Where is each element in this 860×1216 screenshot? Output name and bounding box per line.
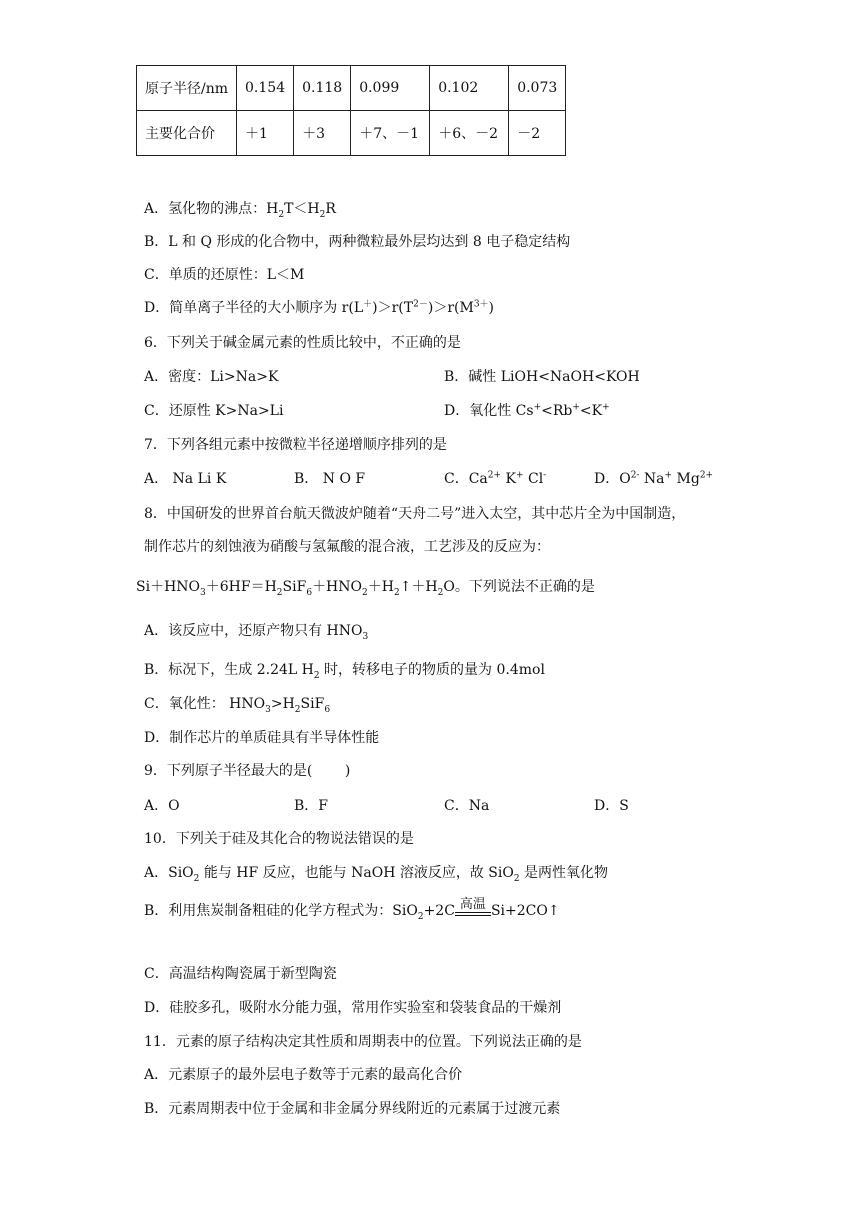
option-text: T＜H: [284, 201, 320, 217]
option-text: B．标况下，生成 2.24L H: [144, 662, 314, 678]
option-text: C．氧化性： HNO: [144, 696, 266, 712]
option-text: 是两性氧化物: [519, 865, 609, 881]
q9-option-c: C．Na: [444, 798, 490, 814]
option-text: SiF: [300, 696, 325, 712]
table-cell: ＋1: [237, 111, 294, 156]
subscript: 2: [417, 911, 424, 922]
q6-stem: 6．下列关于碱金属元素的性质比较中，不正确的是: [144, 335, 461, 351]
option-text: B．利用焦炭制备粗硅的化学方程式为：SiO: [144, 903, 418, 919]
equation-text: O: [443, 579, 455, 595]
option-text: >H: [270, 696, 295, 712]
q9-stem: 9．下列原子半径最大的是( ): [144, 763, 351, 779]
table-cell: 0.154: [237, 66, 294, 111]
option-text: <Rb: [541, 403, 573, 419]
q5-option-c: C．单质的还原性：L＜M: [144, 267, 305, 283]
option-text: R: [325, 201, 336, 217]
element-table: [136, 65, 566, 156]
subscript: 2: [294, 704, 301, 715]
superscript: +: [602, 402, 610, 413]
superscript: 3＋: [473, 299, 489, 310]
q6-option-c: C．还原性 K>Na>Li: [144, 403, 284, 419]
q8-option-d: D．制作芯片的单质硅具有半导体性能: [144, 730, 380, 746]
option-text: Na: [639, 471, 665, 487]
table-row: [137, 111, 566, 156]
equation-tail: 。下列说法不正确的是: [454, 579, 595, 595]
equation-text: ＋H: [367, 579, 394, 595]
subscript: 2: [278, 209, 285, 220]
option-text: Si+2CO↑: [490, 903, 560, 919]
subscript: 2: [319, 209, 326, 220]
q10-option-b: [144, 898, 560, 922]
q11-option-a: A．元素原子的最外层电子数等于元素的最高化合价: [144, 1067, 463, 1083]
option-text: 时，转移电子的物质的量为 0.4mol: [319, 662, 545, 678]
option-text: A．氢化物的沸点：H: [144, 201, 279, 217]
option-text: +2C: [423, 903, 455, 919]
q7-option-b: B． N O F: [294, 471, 366, 487]
superscript: 2+: [487, 470, 502, 481]
equation-text: ＋HNO: [312, 579, 362, 595]
option-text: D．O: [594, 471, 631, 487]
table-cell: 主要化合价: [137, 111, 237, 156]
condition-text: 高温: [459, 897, 486, 912]
table-cell: 0.118: [294, 66, 351, 111]
q11-option-b: B．元素周期表中位于金属和非金属分界线附近的元素属于过渡元素: [144, 1101, 561, 1117]
subscript: 6: [324, 704, 331, 715]
q11-stem: 11．元素的原子结构决定其性质和周期表中的位置。下列说法正确的是: [144, 1034, 582, 1050]
q6-option-a: A．密度：Li>Na>K: [144, 369, 279, 385]
table-cell: 原子半径/nm: [137, 66, 237, 111]
q5-option-a: [144, 199, 336, 219]
option-text: D．氧化性 Cs: [444, 403, 534, 419]
option-text: Cl: [523, 471, 544, 487]
superscript: 2+: [699, 470, 714, 481]
equation-text: SiF: [282, 579, 307, 595]
equals-sign: [455, 912, 491, 916]
q7-option-d: [594, 469, 713, 489]
table-row: [137, 66, 566, 111]
q9-option-b: B．F: [294, 798, 329, 814]
option-text: A．该反应中，还原产物只有 HNO: [144, 623, 363, 639]
option-text: 能与 HF 反应，也能与 NaOH 溶液反应，故 SiO: [199, 865, 514, 881]
superscript: 2-: [630, 470, 640, 481]
q9-option-d: D．S: [594, 798, 629, 814]
equation-text: ＋6HF＝H: [205, 579, 277, 595]
q8-stem-line2: 制作芯片的刻蚀液为硝酸与氢氟酸的混合液，工艺涉及的反应为：: [144, 539, 550, 555]
equation-text: Si＋HNO: [136, 579, 201, 595]
q6-option-d: [444, 401, 610, 421]
subscript: 2: [393, 587, 400, 598]
q7-option-c: [444, 469, 546, 489]
subscript: 3: [265, 704, 271, 715]
subscript: 2: [513, 873, 520, 884]
table-cell: ＋3: [294, 111, 351, 156]
subscript: 2: [437, 587, 444, 598]
option-text: K: [501, 471, 516, 487]
table-cell: 0.099: [351, 66, 430, 111]
q8-option-b: [144, 660, 545, 680]
q9-option-a: A．O: [144, 798, 180, 814]
equation-text: ↑＋H: [399, 579, 438, 595]
option-text: D．简单离子半径的大小顺序为 r(L: [144, 300, 364, 316]
subscript: 2: [276, 587, 283, 598]
subscript: 2: [362, 587, 368, 598]
superscript: 2－: [413, 299, 428, 310]
superscript: +: [515, 470, 524, 481]
option-text: Mg: [672, 471, 700, 487]
q10-option-c: C．高温结构陶瓷属于新型陶瓷: [144, 966, 337, 982]
table-cell: 0.073: [509, 66, 566, 111]
q8-stem-line1: 8．中国研发的世界首台航天微波炉随着“天舟二号”进入太空，其中芯片全为中国制造，: [144, 506, 686, 522]
table-cell: ＋7、－1: [351, 111, 430, 156]
q8-equation: [136, 577, 595, 597]
option-text: )＞r(M: [427, 300, 474, 316]
superscript: +: [572, 402, 580, 413]
q5-option-d: [144, 298, 494, 318]
subscript: 6: [306, 587, 313, 598]
table-cell: 0.102: [430, 66, 509, 111]
superscript: +: [533, 402, 542, 413]
subscript: 3: [200, 587, 206, 598]
reaction-condition: [455, 898, 491, 922]
subscript: 3: [362, 631, 369, 642]
option-text: ): [488, 300, 495, 316]
q8-option-c: [144, 694, 330, 714]
option-text: )＞r(T: [372, 300, 414, 316]
q10-option-d: D．硅胶多孔，吸附水分能力强，常用作实验室和袋装食品的干燥剂: [144, 1000, 562, 1016]
q7-option-a: A． Na Li K: [144, 471, 227, 487]
q8-option-a: [144, 621, 368, 641]
subscript: 2: [313, 670, 320, 681]
subscript: 2: [193, 873, 200, 884]
q7-stem: 7．下列各组元素中按微粒半径递增顺序排列的是: [144, 437, 447, 453]
superscript: ＋: [363, 299, 373, 310]
table-cell: ＋6、－2: [430, 111, 509, 156]
q5-option-b: B．L 和 Q 形成的化合物中，两种微粒最外层均达到 8 电子稳定结构: [144, 234, 571, 250]
superscript: +: [664, 470, 673, 481]
q6-option-b: B．碱性 LiOH<NaOH<KOH: [444, 369, 640, 385]
option-text: C．Ca: [444, 471, 488, 487]
option-text: <K: [579, 403, 603, 419]
option-text: A．SiO: [144, 865, 194, 881]
table-cell: －2: [509, 111, 566, 156]
q10-stem: 10．下列关于硅及其化合的物说法错误的是: [144, 831, 414, 847]
q10-option-a: [144, 863, 608, 883]
superscript: -: [543, 470, 547, 481]
